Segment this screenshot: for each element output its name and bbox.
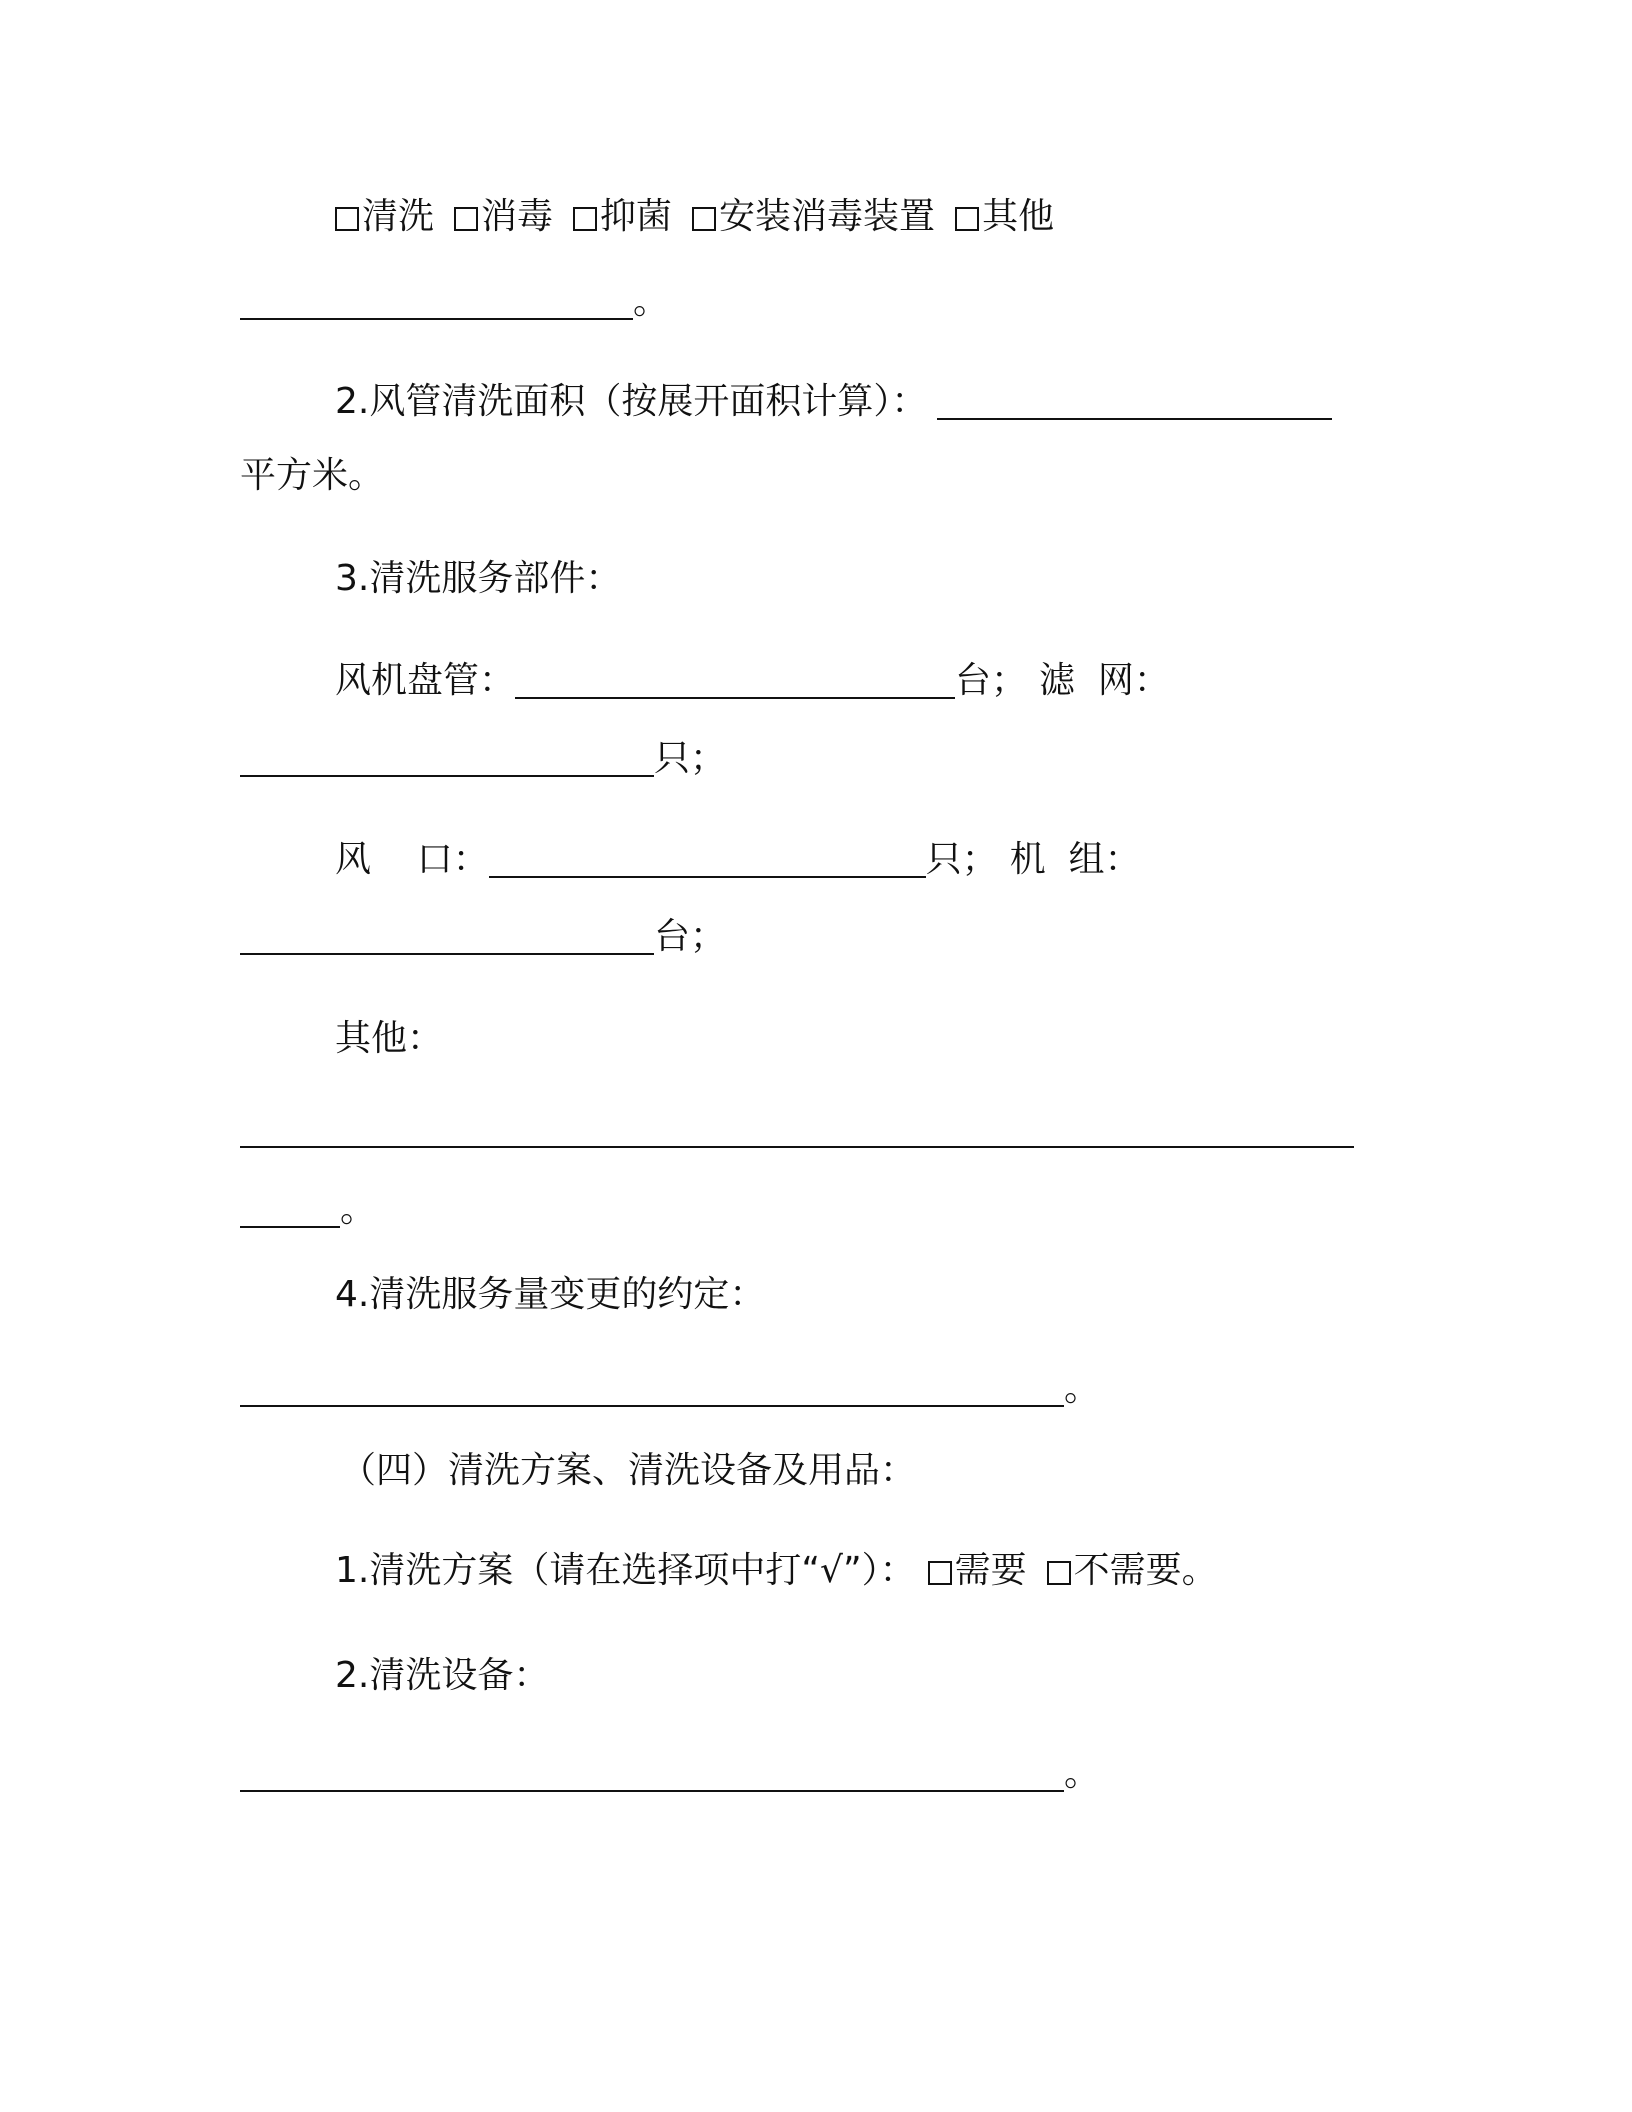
equipment-input[interactable] [240, 1754, 1064, 1792]
option-plan-needed[interactable]: 需要 [928, 1547, 1027, 1595]
unit-row [240, 913, 726, 961]
other-parts-label-row: 其他： [335, 1018, 444, 1059]
service-options-row [335, 193, 1054, 241]
equipment-blank-row: 。 [240, 1750, 1100, 1798]
checkbox[interactable] [454, 207, 478, 231]
option-other[interactable]: 其他 [955, 193, 1054, 241]
option-antibacterial[interactable]: 抑菌 [573, 193, 672, 241]
checkbox[interactable] [692, 207, 716, 231]
option-disinfection[interactable]: 消毒 [454, 193, 553, 241]
other-parts-blank-end-row: 。 [240, 1186, 376, 1234]
duct-area-row [335, 378, 1332, 426]
cleaning-plan-row [335, 1547, 1218, 1595]
cleaning-plan-label: 1.清洗方案（请在选择项中打“√”）： [335, 1550, 916, 1591]
unit-input[interactable] [240, 917, 654, 955]
unit-unit: 台； [654, 916, 727, 957]
fan-coil-label: 风机盘管： [335, 660, 516, 701]
fan-coil-row [335, 657, 1170, 705]
checkbox[interactable] [335, 207, 359, 231]
filter-unit: 只； [654, 738, 727, 779]
volume-change-heading: 4.清洗服务量变更的约定： [335, 1274, 766, 1315]
other-option-input[interactable] [240, 282, 633, 320]
vent-input[interactable] [489, 840, 926, 878]
vent-unit: 只； [925, 839, 998, 880]
fan-coil-input[interactable] [515, 661, 955, 699]
service-parts-heading: 3.清洗服务部件： [335, 558, 622, 599]
duct-area-input[interactable] [937, 382, 1332, 420]
checkbox[interactable] [1047, 1561, 1071, 1585]
volume-change-input[interactable] [240, 1369, 1064, 1407]
vent-row [335, 836, 1141, 884]
other-parts-input-continued[interactable] [240, 1190, 340, 1228]
filter-label: 滤 网： [1039, 660, 1170, 701]
option-cleaning[interactable]: 清洗 [335, 193, 434, 241]
option-install-device[interactable]: 安装消毒装置 [692, 193, 935, 241]
duct-area-unit: 平方米。 [240, 455, 385, 496]
checkbox[interactable] [573, 207, 597, 231]
vent-label: 风 口： [335, 839, 489, 880]
fan-coil-unit: 台； [955, 660, 1028, 701]
other-parts-input[interactable] [240, 1110, 1354, 1148]
checkbox[interactable] [955, 207, 979, 231]
other-option-blank-row: 。 [240, 278, 669, 326]
duct-area-unit-row [240, 452, 384, 500]
duct-area-label: 2.风管清洗面积（按展开面积计算）： [335, 381, 928, 422]
unit-label: 机 组： [1009, 839, 1141, 880]
volume-change-blank-row: 。 [240, 1365, 1100, 1413]
option-plan-not-needed[interactable]: 不需要。 [1047, 1547, 1218, 1595]
filter-input[interactable] [240, 739, 654, 777]
checkbox[interactable] [928, 1561, 952, 1585]
filter-row [240, 735, 726, 783]
section-four-title: （四）清洗方案、清洗设备及用品： [340, 1450, 917, 1491]
equipment-heading: 2.清洗设备： [335, 1655, 550, 1696]
other-parts-blank-row [240, 1110, 1354, 1154]
